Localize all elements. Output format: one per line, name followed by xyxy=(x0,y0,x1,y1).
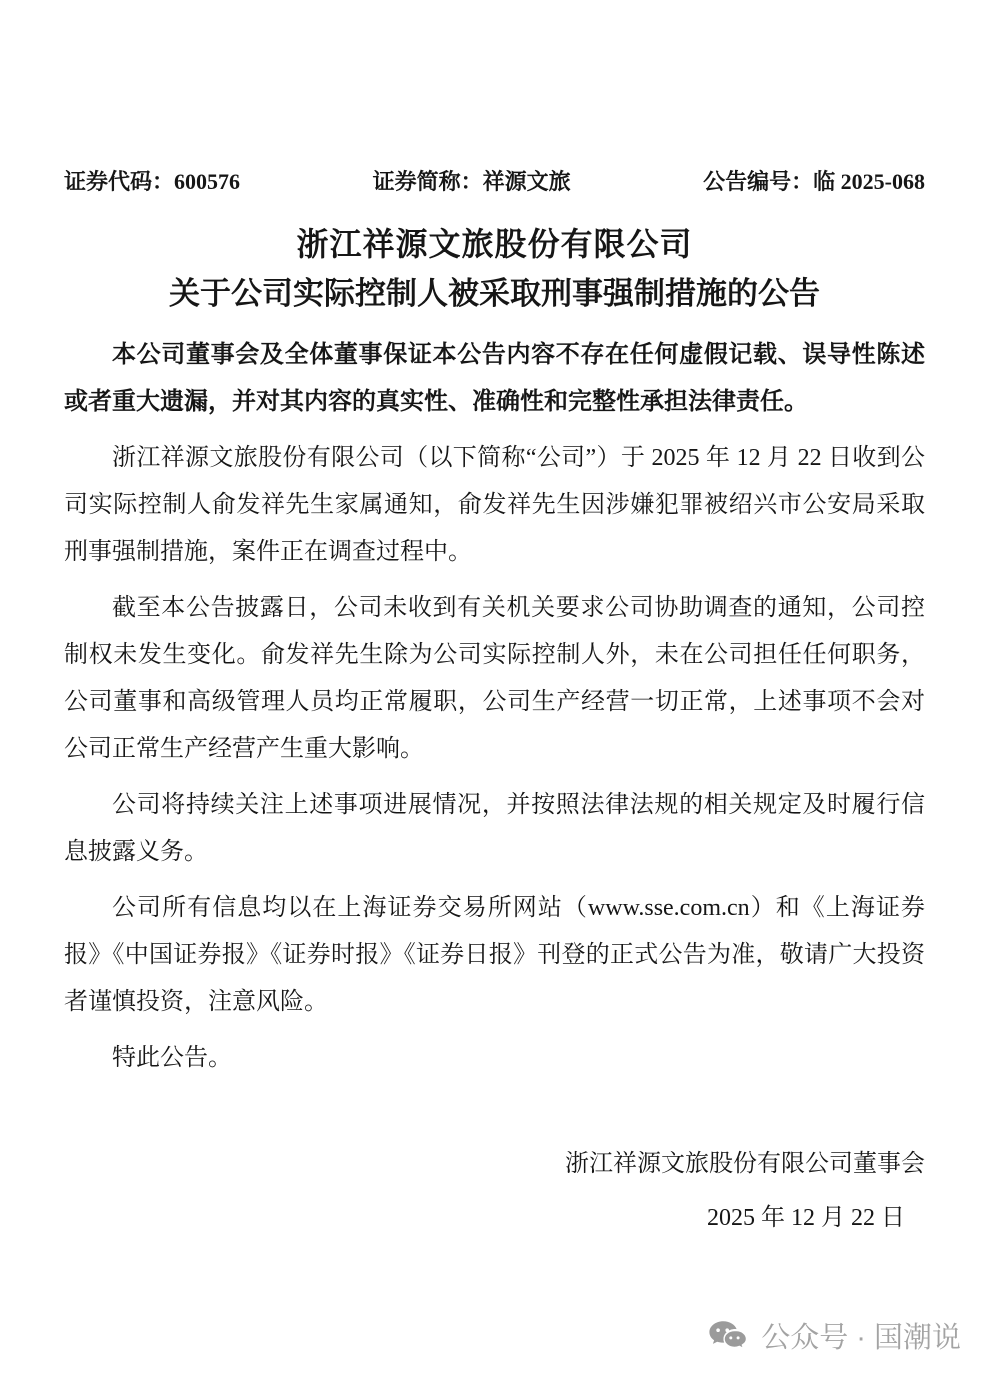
paragraph-disclosure-obligation: 公司将持续关注上述事项进展情况，并按照法律法规的相关规定及时履行信息披露义务。 xyxy=(64,792,925,865)
board-declaration: 本公司董事会及全体董事保证本公告内容不存在任何虚假记载、误导性陈述或者重大遗漏，并对其内容的真实性、准确性和完整性承担法律责任。 xyxy=(64,342,925,415)
stock-code: 证券代码：600576 xyxy=(64,169,241,194)
paragraph-notice-received: 浙江祥源文旅股份有限公司（以下简称“公司”）于 2025 年 12 月 22 日收到公司实际控制人俞发祥先生家属通知，俞发祥先生因涉嫌犯罪被绍兴市公安局采取刑事强制措施，案件正在调查过程中。 xyxy=(64,445,925,565)
stock-abbr: 证券简称：祥源文旅 xyxy=(372,169,571,194)
wechat-icon xyxy=(707,1319,751,1356)
document-header xyxy=(64,168,925,196)
signature-date: 2025 年 12 月 22 日 xyxy=(707,1205,905,1231)
signature: 浙江祥源文旅股份有限公司董事会 xyxy=(565,1151,925,1177)
paragraph-official-sources: 公司所有信息均以在上海证券交易所网站（www.sse.com.cn）和《上海证券报》《中国证券报》《证券时报》《证券日报》刊登的正式公告为准，敬请广大投资者谨慎投资，注意风险。 xyxy=(64,895,925,1015)
announcement-body xyxy=(64,332,925,1082)
company-title: 浙江祥源文旅股份有限公司 xyxy=(296,226,693,262)
watermark-text: 公众号 · 国潮说 xyxy=(761,1321,961,1354)
watermark xyxy=(707,1319,961,1356)
announcement-title: 关于公司实际控制人被采取刑事强制措施的公告 xyxy=(169,276,820,311)
paragraph-company-status: 截至本公告披露日，公司未收到有关机关要求公司协助调查的通知，公司控制权未发生变化。俞发祥先生除为公司实际控制人外，未在公司担任任何职务，公司董事和高级管理人员均正常履职，公司生产经营一切正常，上述事项不会对公司正常生产经营产生重大影响。 xyxy=(64,595,925,762)
closing-statement: 特此公告。 xyxy=(112,1045,232,1071)
notice-number: 公告编号：临 2025-068 xyxy=(703,169,925,194)
